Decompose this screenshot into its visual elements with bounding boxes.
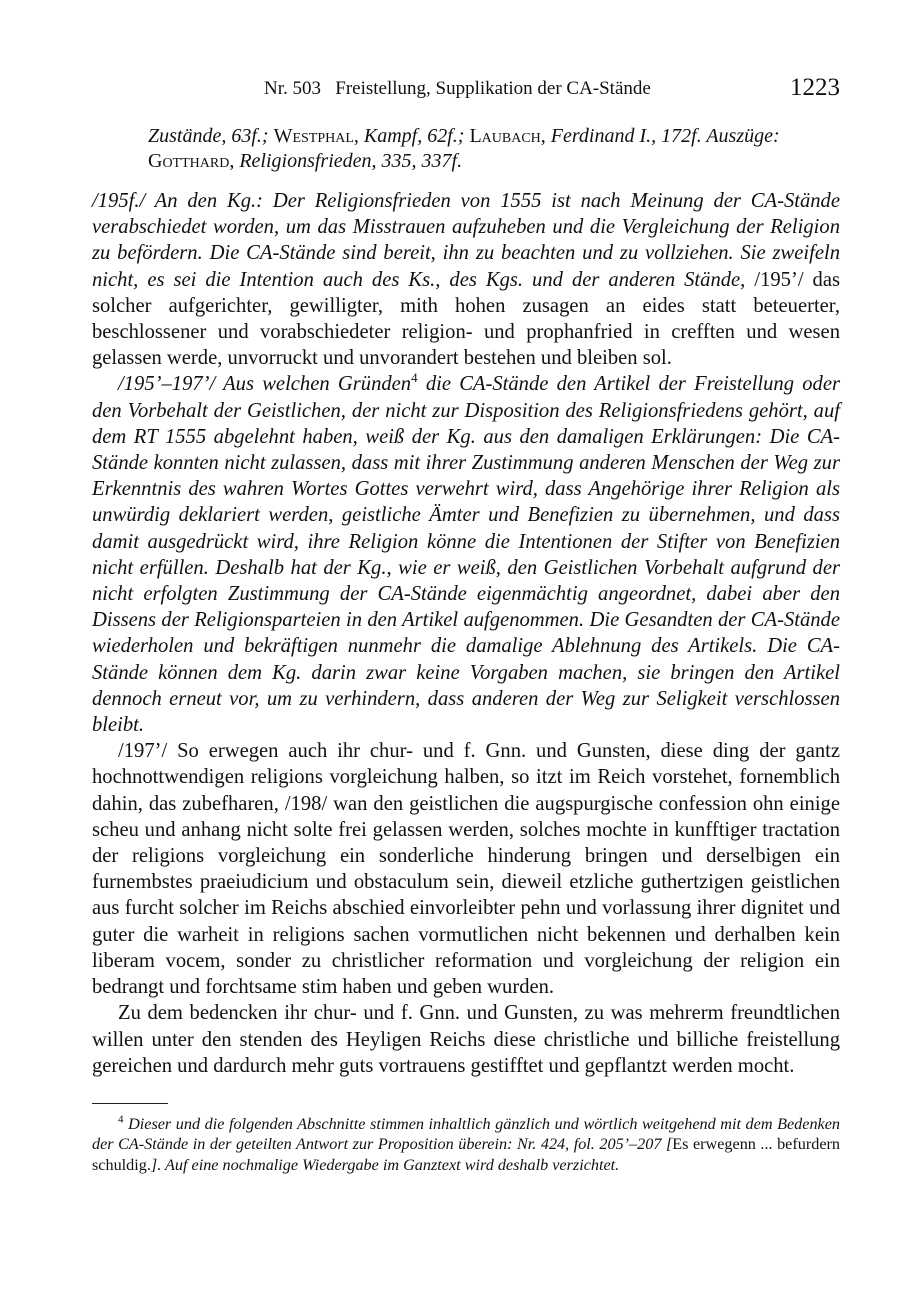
source-quotation: wan den geistlichen die augspurgische confession ohn einige scheu und anhang nicht solte frei gelassen werden, solches mochte in kunfftiger tractation der religions vorgleichung ein sonderliche hinderung bringen und derselbigen ein furnembstes praeiudicium und obstaculum sein, dieweil etzliche guthertzigen geistlichen aus furcht solcher im Reichs abschied einvorleibter pehn und vorlassung ihrer dignitet und guter die warheit in religions sachen vormutlichen nicht bekennen und derhalben kein liberam vocem, sonder zu christlicher reformation und vorgleichung der religion ein bedrangt und forchtsame stim haben und geben wurden. xyxy=(92,792,840,999)
source-text: Kampf, 62f.; xyxy=(358,125,470,147)
source-text: Ferdinand I., 172f. Auszüge: xyxy=(545,125,780,147)
folio-marker: /195’–197’/ xyxy=(118,373,216,396)
folio-marker: /197’/ xyxy=(118,740,168,763)
source-references xyxy=(148,124,840,174)
footnote-quotation: Es erwegenn ... befurdern schuldig. xyxy=(92,1135,840,1174)
source-author: Westphal, xyxy=(273,125,359,147)
footnote xyxy=(92,1114,840,1176)
footnote-text: ]. Auf eine nochmalige Wiedergabe im Ganztext wird deshalb verzichtet. xyxy=(150,1155,620,1174)
source-quotation: das solcher aufgerichter, gewilligter, mith hohen zusagen an eides statt beteuerter, beschlossener und vorabschiedeter religion- und prophanfried in crefften und wesen gelassen werde, unvorruckt und unvorandert bestehen und bleiben sol. xyxy=(92,268,841,370)
running-header-title: Nr. 503 Freistellung, Supplikation der CA-Stände xyxy=(264,78,651,99)
document-body xyxy=(92,188,840,1079)
editorial-summary: Aus welchen Gründen xyxy=(215,373,412,396)
paragraph-4 xyxy=(92,1000,840,1079)
paragraph-2 xyxy=(92,371,840,738)
footnote-reference[interactable]: 4 xyxy=(411,370,418,386)
source-quotation: So erwegen auch ihr chur- und f. Gnn. und Gunsten, diese ding der gantz hochnottwendigen religions vorgleichung halben, so itzt im Reich vorstehet, fornemblich dahin, das zubefharen, xyxy=(92,740,840,815)
paragraph-1 xyxy=(92,188,840,371)
folio-marker: /195’/ xyxy=(754,268,804,291)
source-author: Gotthard, xyxy=(148,150,235,172)
paragraph-3 xyxy=(92,738,840,1000)
footnote-text: Dieser und die folgenden Abschnitte stimmen inhaltlich gänzlich und wörtlich weitgehend mit dem Bedenken der CA-Stände in der geteilten Antwort zur Proposition überein: Nr. 424, fol. 205’–207 [ xyxy=(92,1114,840,1154)
source-author: Laubach, xyxy=(469,125,546,147)
editorial-summary: die CA-Stände den Artikel der Freistellung oder den Vorbehalt der Geistlichen, der nicht zur Disposition des Religionsfriedens gehört, auf dem RT 1555 abgelehnt haben, weiß der Kg. aus den damaligen Erklärungen: Die CA-Stände konnten nicht zulassen, dass mit ihrer Zustimmung anderen Menschen der Weg zur Erkenntnis des wahren Wortes Gottes verwehrt wird, dass Angehörige ihrer Religion als unwürdig deklariert werden, geistliche Ämter und Benefizien zu übernehmen, und dass damit ausgedrückt wird, ihre Religion könne die Intentionen der Stifter von Benefizien nicht erfüllen. Deshalb hat der Kg., wie er weiß, den Geistlichen Vorbehalt aufgrund der nicht erfolgten Zustimmung der CA-Stände eigenmächtig angeordnet, dabei aber den Dissens der Religionsparteien in den Artikel aufgenommen. Die Gesandten der CA-Stände wiederholen und bekräftigen nunmehr die damalige Ablehnung des Artikels. Die CA-Stände können dem Kg. darin zwar keine Vorgaben machen, sie bringen den Artikel dennoch erneut vor, um zu verhindern, dass anderen der Weg zur Seligkeit verschlossen bleibt. xyxy=(92,373,840,737)
editorial-summary: /195f./ An den Kg.: Der Religionsfrieden von 1555 ist nach Meinung der CA-Stände verabschiedet worden, um das Misstrauen aufzuheben und die Vergleichung der Religion zu befördern. Die CA-Stände sind bereit, ihn zu beachten und zu vollziehen. Sie zweifeln nicht, es sei die Intention auch des Ks., des Kgs. und der anderen Stände, xyxy=(92,190,840,291)
source-quotation: Zu dem bedencken ihr chur- und f. Gnn. und Gunsten, zu was mehrerm freundtlichen willen unter den stenden des Heyligen Reichs diese christliche und billiche freistellung gereichen und dardurch mehr guts vortrauens gestifftet und gepflantzt werden mocht. xyxy=(92,1002,840,1077)
source-text: Religionsfrieden, 335, 337f. xyxy=(234,150,463,172)
document-page xyxy=(92,74,840,1175)
footnote-divider xyxy=(92,1103,168,1104)
folio-marker: /198/ xyxy=(284,792,328,815)
page-number: 1223 xyxy=(790,74,840,101)
source-text: Zustände, 63f.; xyxy=(148,125,274,147)
running-header xyxy=(92,74,840,106)
footnote-number: 4 xyxy=(118,1113,124,1126)
